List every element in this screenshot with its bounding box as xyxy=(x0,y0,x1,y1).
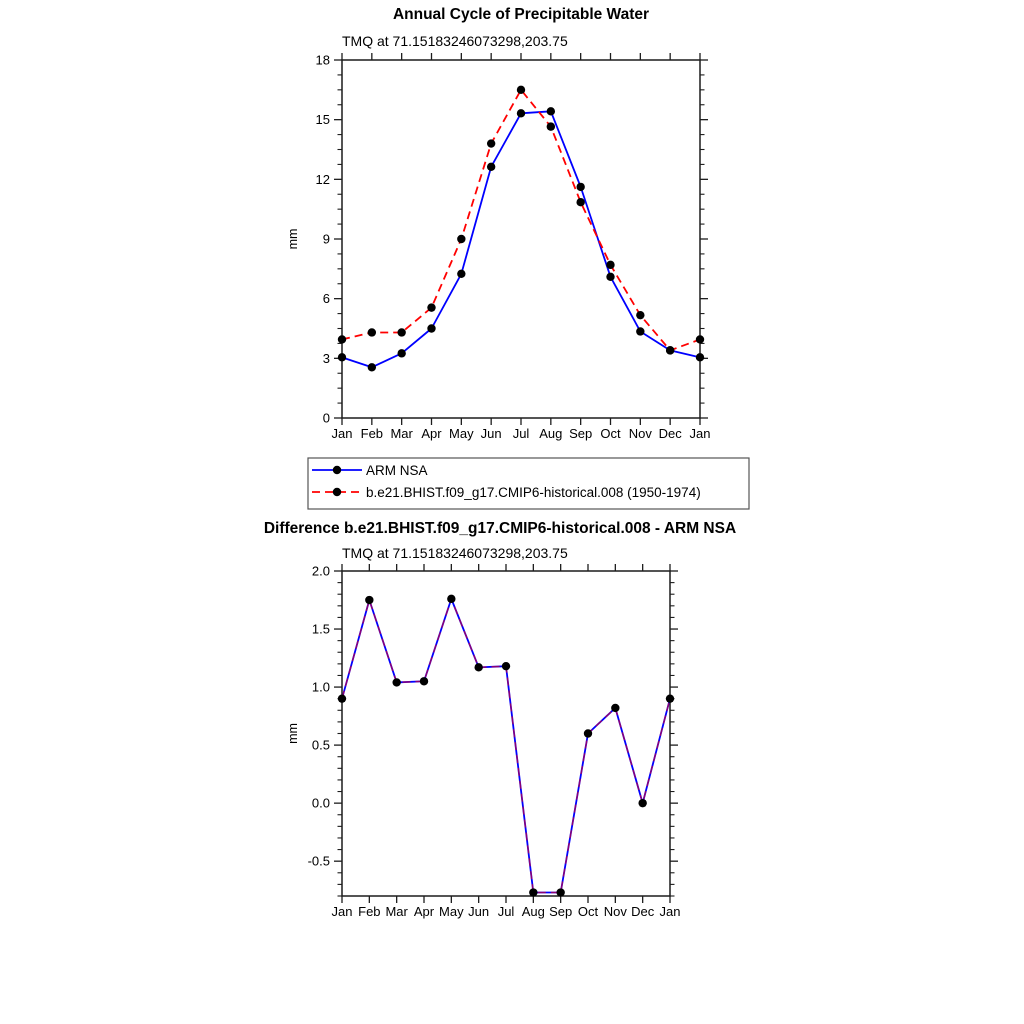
month-label: Jan xyxy=(331,426,353,441)
data-point-marker xyxy=(447,595,455,603)
month-label: Dec xyxy=(658,426,682,441)
month-label: Jan xyxy=(659,904,681,919)
data-point-marker xyxy=(338,694,346,702)
data-point-marker xyxy=(457,270,465,278)
legend-sample-marker xyxy=(333,488,341,496)
data-point-marker xyxy=(368,328,376,336)
legend-sample-marker xyxy=(333,466,341,474)
data-point-marker xyxy=(338,353,346,361)
month-label: Feb xyxy=(360,426,384,441)
y-axis-title: mm xyxy=(286,723,300,744)
y-tick-label: 2.0 xyxy=(311,563,330,579)
month-label: Oct xyxy=(577,904,599,919)
y-tick-label: 18 xyxy=(315,52,330,68)
data-point-marker xyxy=(547,122,555,130)
y-tick-label: 0.0 xyxy=(311,795,330,811)
data-point-marker xyxy=(529,888,537,896)
annual-cycle-chart xyxy=(286,6,710,441)
series-line-overlay xyxy=(342,599,670,893)
data-point-marker xyxy=(696,353,704,361)
y-tick-label: 1.5 xyxy=(311,621,330,637)
data-point-marker xyxy=(638,799,646,807)
series-line xyxy=(342,599,670,893)
data-point-marker xyxy=(584,729,592,737)
month-label: May xyxy=(449,426,474,441)
annual-cycle-title: Annual Cycle of Precipitable Water xyxy=(392,6,650,23)
month-label: Nov xyxy=(603,904,627,919)
month-label: Mar xyxy=(385,904,408,919)
y-tick-label: -0.5 xyxy=(307,853,330,869)
month-label: Sep xyxy=(549,904,573,919)
data-point-marker xyxy=(487,163,495,171)
data-point-marker xyxy=(487,139,495,147)
month-label: Aug xyxy=(539,426,563,441)
data-point-marker xyxy=(397,349,405,357)
data-point-marker xyxy=(474,663,482,671)
data-point-marker xyxy=(517,86,525,94)
legend xyxy=(308,458,749,509)
data-point-marker xyxy=(365,596,373,604)
legend-label-model: b.e21.BHIST.f09_g17.CMIP6-historical.008 (1950-1974) xyxy=(366,485,701,500)
data-point-marker xyxy=(606,273,614,281)
data-point-marker xyxy=(427,324,435,332)
data-point-marker xyxy=(636,327,644,335)
y-axis-title: mm xyxy=(286,228,300,250)
month-label: May xyxy=(439,904,464,919)
data-point-marker xyxy=(556,888,564,896)
data-point-marker xyxy=(606,261,614,269)
data-point-marker xyxy=(576,183,584,191)
difference-title: Difference b.e21.BHIST.f09_g17.CMIP6-historical.008 - ARM NSA xyxy=(263,520,737,537)
month-label: Aug xyxy=(521,904,545,919)
month-label: Apr xyxy=(413,904,435,919)
month-label: Feb xyxy=(358,904,381,919)
month-label: Dec xyxy=(631,904,655,919)
month-label: Mar xyxy=(390,426,413,441)
data-point-marker xyxy=(368,363,376,371)
data-point-marker xyxy=(397,328,405,336)
month-label: Jun xyxy=(468,904,490,919)
month-label: Jul xyxy=(512,426,530,441)
plot-frame xyxy=(342,571,670,896)
month-label: Oct xyxy=(600,426,621,441)
month-label: Sep xyxy=(569,426,593,441)
difference-chart xyxy=(264,520,736,919)
annual-cycle-subtitle: TMQ at 71.15183246073298,203.75 xyxy=(342,33,568,49)
month-label: Jan xyxy=(331,904,353,919)
month-label: Nov xyxy=(628,426,652,441)
month-label: Jun xyxy=(480,426,502,441)
y-tick-label: 3 xyxy=(322,350,330,366)
data-point-marker xyxy=(420,677,428,685)
y-tick-label: 0 xyxy=(322,410,330,426)
legend-label-arm-nsa: ARM NSA xyxy=(366,463,428,478)
data-point-marker xyxy=(636,311,644,319)
month-label: Jan xyxy=(689,426,711,441)
data-point-marker xyxy=(517,109,525,117)
data-point-marker xyxy=(576,198,584,206)
annual-cycle-plot-area xyxy=(286,53,710,442)
data-point-marker xyxy=(666,694,674,702)
y-tick-label: 0.5 xyxy=(311,737,330,753)
data-point-marker xyxy=(547,107,555,115)
data-point-marker xyxy=(457,235,465,243)
difference-plot-area xyxy=(286,564,680,920)
y-tick-label: 9 xyxy=(322,231,330,247)
series-line xyxy=(342,90,700,351)
y-tick-label: 15 xyxy=(315,112,330,128)
difference-subtitle: TMQ at 71.15183246073298,203.75 xyxy=(342,545,568,561)
data-point-marker xyxy=(611,704,619,712)
month-label: Jul xyxy=(497,904,515,919)
data-point-marker xyxy=(392,678,400,686)
data-point-marker xyxy=(338,335,346,343)
y-tick-label: 1.0 xyxy=(311,679,330,695)
data-point-marker xyxy=(666,346,674,354)
y-tick-label: 6 xyxy=(322,291,330,307)
y-tick-label: 12 xyxy=(315,171,330,187)
data-point-marker xyxy=(427,303,435,311)
series-line xyxy=(342,111,700,367)
data-point-marker xyxy=(696,335,704,343)
month-label: Apr xyxy=(421,426,442,441)
data-point-marker xyxy=(502,662,510,670)
